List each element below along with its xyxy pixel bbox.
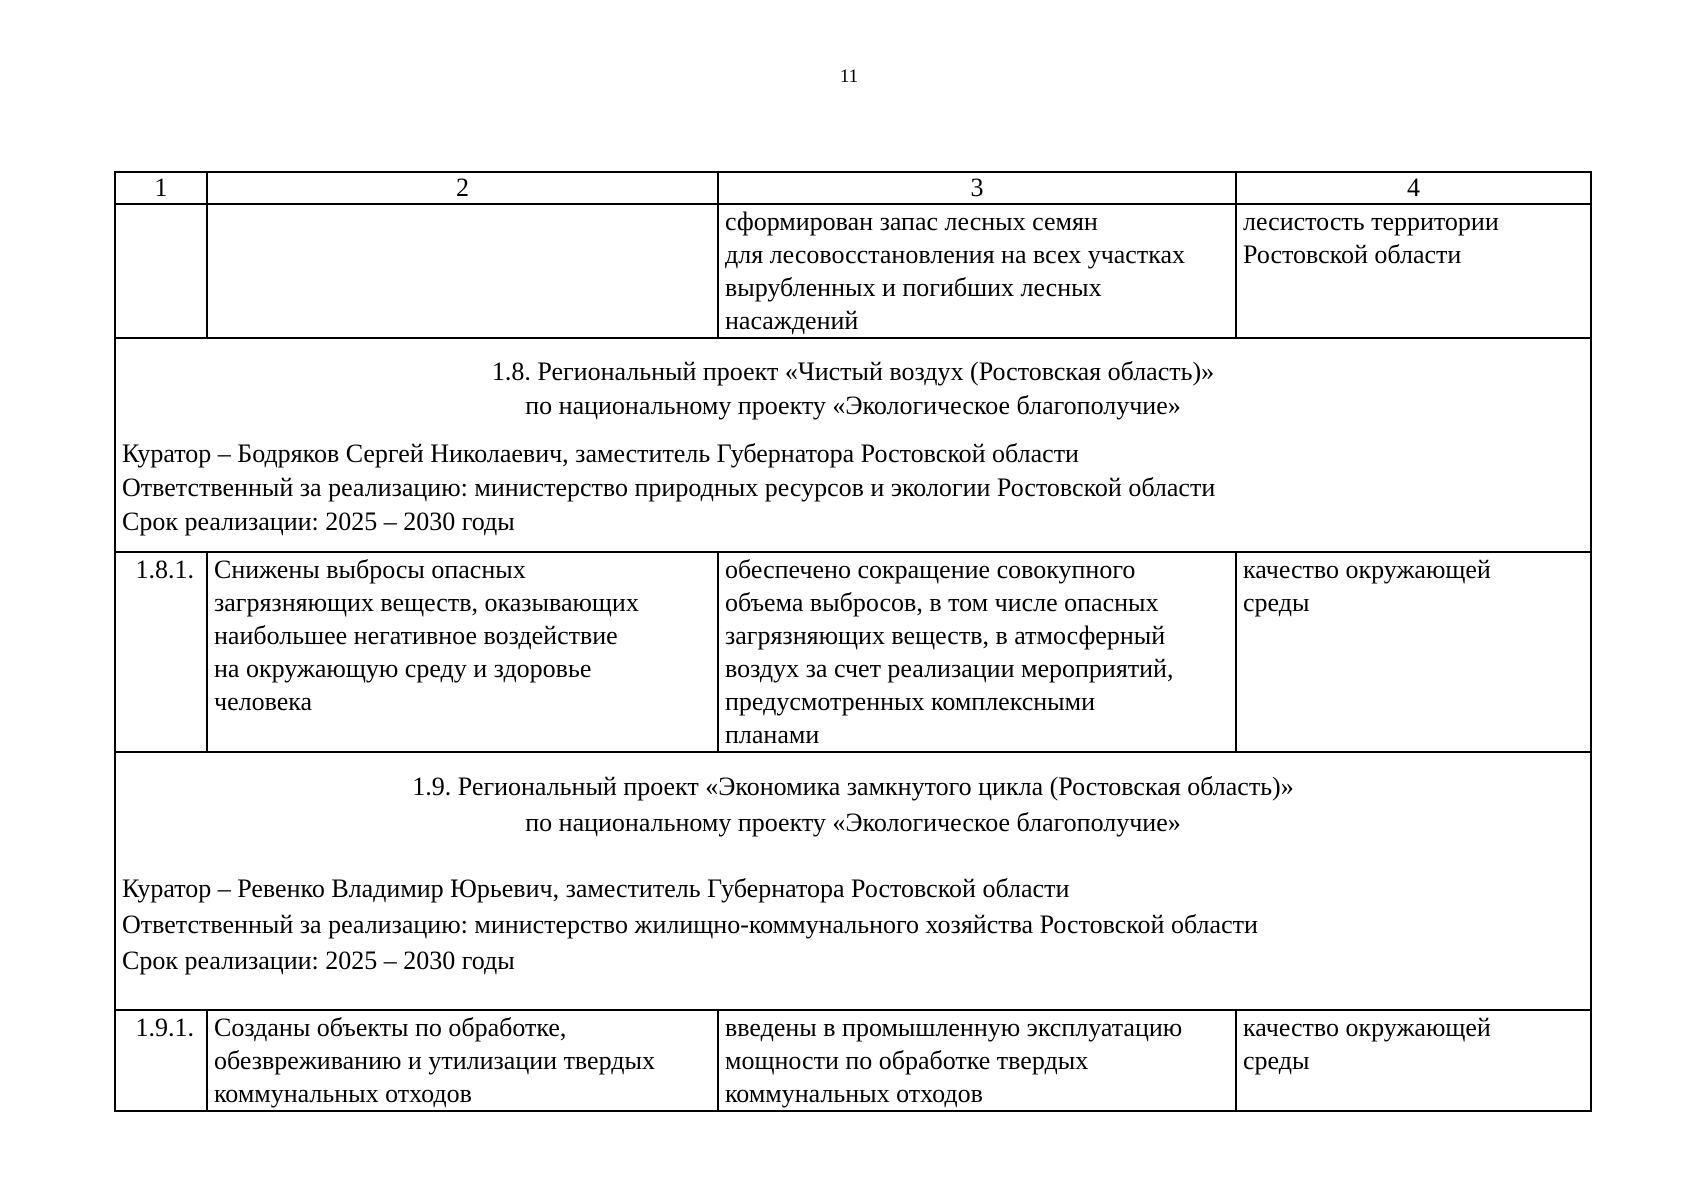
cell-line: коммунальных отходов xyxy=(214,1079,472,1108)
result-cell xyxy=(718,204,1236,338)
cell-line: загрязняющих веществ, в атмосферный xyxy=(725,621,1166,650)
section-term: Срок реализации: 2025 – 2030 годы xyxy=(122,507,515,536)
cell-line: на окружающую среду и здоровье xyxy=(214,654,592,683)
cell-line: наибольшее негативное воздействие xyxy=(214,621,618,650)
indicator-cell xyxy=(1236,552,1591,752)
column-number-row xyxy=(115,172,1591,204)
section-term: Срок реализации: 2025 – 2030 годы xyxy=(122,946,515,975)
column-number-2: 2 xyxy=(207,172,718,204)
column-number-4: 4 xyxy=(1236,172,1591,204)
section-title-line: 1.9. Региональный проект «Экономика замкнутого цикла (Ростовская область)» xyxy=(412,772,1294,801)
section-title-line: 1.8. Региональный проект «Чистый воздух (Ростовская область)» xyxy=(491,357,1215,386)
cell-line: обезвреживанию и утилизации твердых xyxy=(214,1046,655,1075)
section-curator: Куратор – Бодряков Сергей Николаевич, заместитель Губернатора Ростовской области xyxy=(122,439,1079,468)
cell-line: планами xyxy=(725,720,820,749)
cell-line: вырубленных и погибших лесных xyxy=(725,273,1102,302)
task-cell xyxy=(207,552,718,752)
section-responsible: Ответственный за реализацию: министерство природных ресурсов и экологии Ростовской области xyxy=(122,473,1216,502)
cell-line: Ростовской области xyxy=(1243,240,1462,269)
cell-line: предусмотренных комплексными xyxy=(725,687,1095,716)
cell-line: объема выбросов, в том числе опасных xyxy=(725,588,1159,617)
cell-line: лесистость территории xyxy=(1243,207,1499,236)
section-curator: Куратор – Ревенко Владимир Юрьевич, заместитель Губернатора Ростовской области xyxy=(122,874,1070,903)
row-number-cell xyxy=(115,204,207,338)
section-meta xyxy=(122,871,1584,979)
section-title xyxy=(122,769,1584,841)
section-header-1-8 xyxy=(115,338,1591,552)
indicator-cell xyxy=(1236,204,1591,338)
table-row xyxy=(115,552,1591,752)
cell-line: качество окружающей xyxy=(1243,555,1491,584)
section-title xyxy=(122,355,1584,423)
cell-line: загрязняющих веществ, оказывающих xyxy=(214,588,639,617)
column-number-3: 3 xyxy=(718,172,1236,204)
cell-line: мощности по обработке твердых xyxy=(725,1046,1089,1075)
result-cell xyxy=(718,552,1236,752)
cell-line: обеспечено сокращение совокупного xyxy=(725,555,1136,584)
cell-line: воздух за счет реализации мероприятий, xyxy=(725,654,1174,683)
row-number-cell: 1.8.1. xyxy=(115,552,207,752)
cell-line: среды xyxy=(1243,1046,1310,1075)
cell-line: человека xyxy=(214,687,313,716)
section-meta xyxy=(122,437,1584,539)
section-title-line: по национальному проекту «Экологическое благополучие» xyxy=(525,808,1181,837)
cell-line: качество окружающей xyxy=(1243,1013,1491,1042)
cell-line: сформирован запас лесных семян xyxy=(725,207,1098,236)
page-number: 11 xyxy=(839,66,859,87)
cell-line: среды xyxy=(1243,588,1310,617)
table-row-continued xyxy=(115,204,1591,338)
cell-line: Снижены выбросы опасных xyxy=(214,555,526,584)
column-number-1: 1 xyxy=(115,172,207,204)
table-row xyxy=(115,1010,1591,1111)
indicator-cell xyxy=(1236,1010,1591,1111)
section-header-row xyxy=(115,338,1591,552)
section-responsible: Ответственный за реализацию: министерство жилищно-коммунального хозяйства Ростовской области xyxy=(122,910,1258,939)
cell-line: коммунальных отходов xyxy=(725,1079,983,1108)
result-cell xyxy=(718,1010,1236,1111)
section-title-line: по национальному проекту «Экологическое благополучие» xyxy=(525,391,1181,420)
cell-line: введены в промышленную эксплуатацию xyxy=(725,1013,1183,1042)
cell-line: для лесовосстановления на всех участках xyxy=(725,240,1185,269)
section-header-row xyxy=(115,752,1591,1010)
section-header-1-9 xyxy=(115,752,1591,1010)
task-cell xyxy=(207,1010,718,1111)
cell-line: Созданы объекты по обработке, xyxy=(214,1013,567,1042)
task-cell xyxy=(207,204,718,338)
cell-line: насаждений xyxy=(725,306,859,335)
results-table xyxy=(114,171,1592,1112)
row-number-cell: 1.9.1. xyxy=(115,1010,207,1111)
